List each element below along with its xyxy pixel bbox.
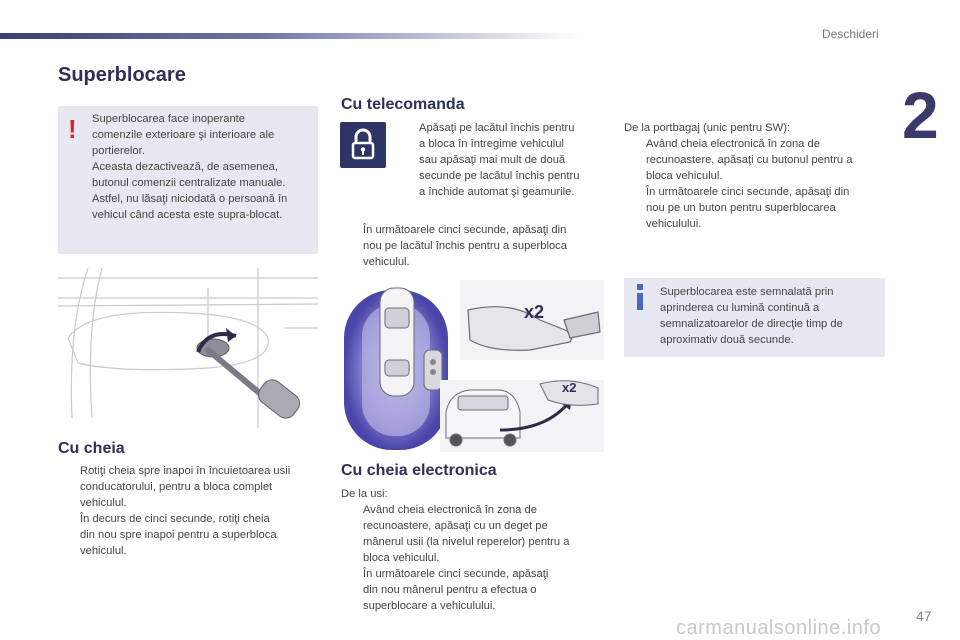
info-text: Superblocarea este semnalată prin aprinderea cu lumină continuă a semnalizatoarelor de direcţie timp de aproximativ două secunde. — [660, 286, 843, 346]
watermark: carmanualsonline.info — [676, 617, 882, 639]
portbagaj-steps: De la portbagaj (unic pentru SW): Având cheia electronică în zona de recunoastere, apăsaţi cu butonul pentru a bloca vehiculul. În următoarele cinci secunde, apăsaţi din nou pe un buton pentru superblocarea vehiculului. — [624, 120, 886, 232]
header-gradient-bar — [0, 33, 580, 39]
chapter-number: 2 — [902, 78, 939, 152]
press-count-label: x2 — [524, 302, 545, 322]
info-box — [624, 278, 885, 357]
electronic-key-illustration — [340, 280, 604, 452]
car-top-view — [380, 288, 414, 396]
telecomanda-title: Cu telecomanda — [341, 96, 465, 113]
warning-box — [58, 106, 318, 254]
page-title: Superblocare — [58, 64, 186, 86]
key-blade — [208, 350, 263, 396]
electronica-title: Cu cheia electronica — [341, 462, 497, 479]
list-item: Rotiţi cheia spre inapoi în încuietoarea usii conducatorului, pentru a bloca complet vehiculul. — [80, 465, 291, 509]
info-icon — [636, 284, 644, 310]
padlock-icon — [340, 122, 386, 168]
key-lock-illustration — [58, 268, 318, 428]
telecomanda-step-2: În următoarele cinci secunde, apăsaţi din nou pe lacătul închis pentru a superbloca vehiculul. — [363, 224, 567, 268]
electronic-key-fob — [424, 350, 442, 390]
electronica-steps: De la usi: Având cheia electronică în zona de recunoastere, apăsaţi cu un deget pe mânerul usii (la nivelul reperelor) pentru a bloca vehiculul. În următoarele cinci secunde, apăsaţi din nou mânerul pentru a efectua o superblocare a vehiculului. — [341, 486, 611, 614]
page-number: 47 — [916, 608, 932, 624]
key-fob — [254, 376, 303, 422]
list-item: În următoarele cinci secunde, apăsaţi din nou pe un buton pentru superblocarea vehiculului. — [646, 186, 850, 230]
list-item: Având cheia electronică în zona de recunoastere, apăsaţi cu butonul pentru a bloca vehiculul. — [646, 138, 853, 182]
list-item: În următoarele cinci secunde, apăsaţi din nou mânerul pentru a efectua o superblocare a vehiculului. — [363, 568, 549, 612]
telecomanda-step-1: Apăsaţi pe lacătul închis pentru a bloca în întregime vehiculul sau apăsaţi mai mult de două secunde pe lacătul închis pentru a închide automat şi geamurile. — [419, 122, 580, 198]
list-item: În decurs de cinci secunde, rotiţi cheia din nou spre inapoi pentru a superbloca vehiculul. — [80, 513, 277, 557]
press-count-label-2: x2 — [562, 380, 577, 395]
car-rear-view — [446, 390, 520, 446]
cheia-steps — [58, 463, 328, 559]
section-label: Deschideri — [822, 27, 879, 41]
list-item: Având cheia electronică în zona de recunoastere, apăsaţi cu un deget pe mânerul usii (la nivelul reperelor) pentru a bloca vehiculul. — [363, 504, 570, 564]
exclamation-icon: ! — [68, 114, 77, 144]
cheia-title: Cu cheia — [58, 440, 125, 457]
warning-text: Superblocarea face inoperante comenzile exterioare şi interioare ale portierelor. Aceasta dezactivează, de asemenea, butonul comenzii centralizate manuale. Astfel, nu lăsaţi niciodată o persoană în vehicul când acesta este supra-blocat. — [92, 113, 288, 221]
